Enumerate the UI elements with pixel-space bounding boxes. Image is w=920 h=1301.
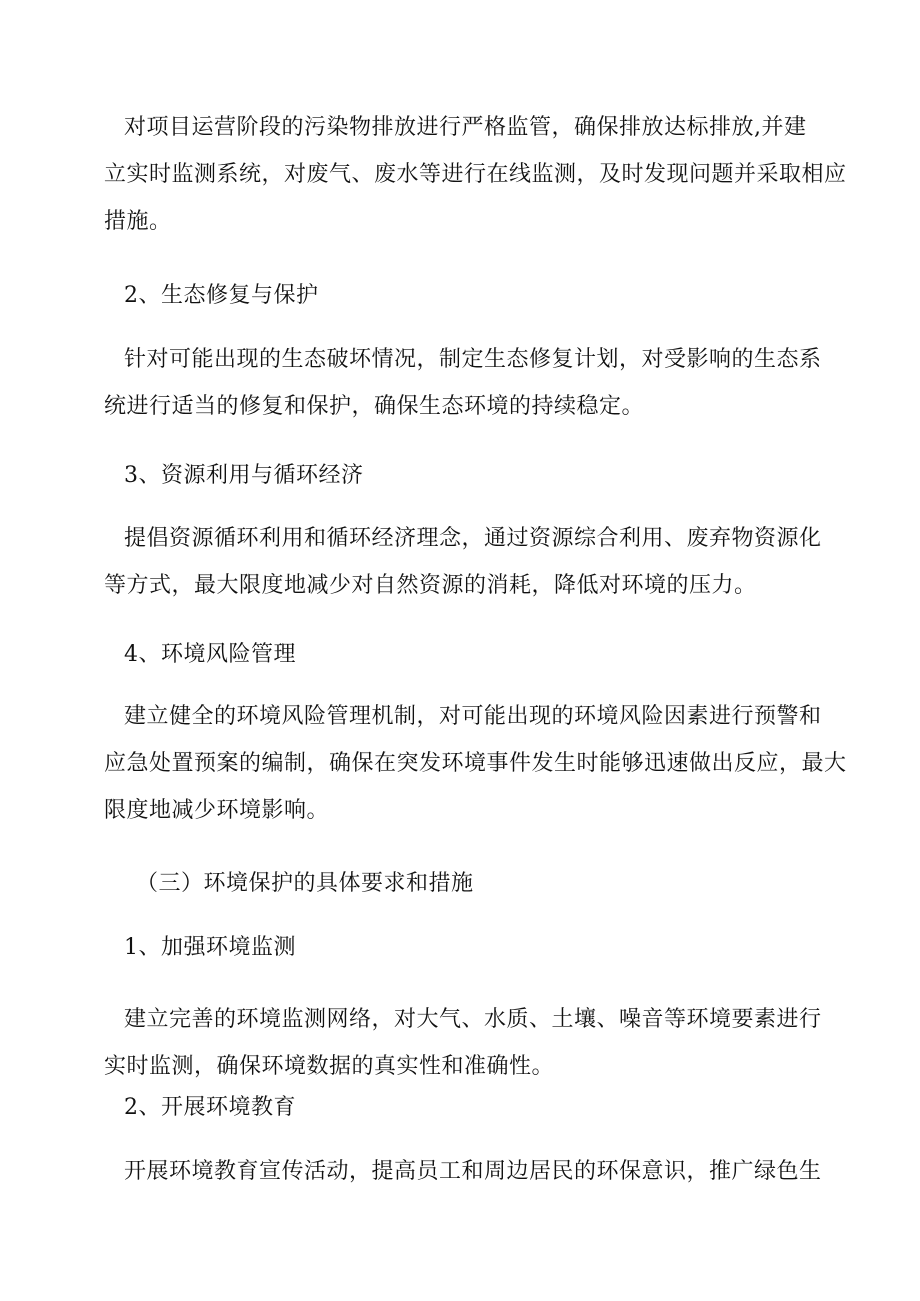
text-line: 等方式，最大限度地减少对自然资源的消耗，降低对环境的压力。 <box>104 573 757 598</box>
section-heading-3: （三）环境保护的具体要求和措施 <box>136 871 474 896</box>
text-line: 措施。 <box>104 209 172 234</box>
text-line: 实时监测，确保环境数据的真实性和准确性。 <box>104 1054 555 1079</box>
paragraph-resource-recycling <box>104 515 844 609</box>
text-line: 对项目运营阶段的污染物排放进行严格监管，确保排放达标排放,并建 <box>124 115 807 140</box>
paragraph-ecological-restoration <box>104 336 844 430</box>
text-line: 统进行适当的修复和保护，确保生态环境的持续稳定。 <box>104 394 645 419</box>
paragraph-risk-management <box>104 693 847 834</box>
text-line: 限度地减少环境影响。 <box>104 798 330 823</box>
heading-environmental-education: 2、开展环境教育 <box>124 1095 296 1120</box>
text-line: 建立完善的环境监测网络，对大气、水质、土壤、噪音等环境要素进行 <box>124 1007 822 1032</box>
text-line: 应急处置预案的编制，确保在突发环境事件发生时能够迅速做出反应，最大 <box>104 751 847 776</box>
heading-environmental-monitoring: 1、加强环境监测 <box>124 935 296 960</box>
paragraph-environmental-monitoring <box>104 996 844 1090</box>
text-line: 立实时监测系统，对废气、废水等进行在线监测，及时发现问题并采取相应 <box>104 162 847 187</box>
text-line: 开展环境教育宣传活动，提高员工和周边居民的环保意识，推广绿色生 <box>124 1159 822 1184</box>
heading-risk-management: 4、环境风险管理 <box>124 642 296 667</box>
heading-ecological-restoration: 2、生态修复与保护 <box>124 283 319 308</box>
text-line: 建立健全的环境风险管理机制，对可能出现的环境风险因素进行预警和 <box>124 704 822 729</box>
text-line: 提倡资源循环利用和循环经济理念，通过资源综合利用、废弃物资源化 <box>124 526 822 551</box>
paragraph-environmental-education <box>104 1148 844 1195</box>
paragraph-pollution-monitoring <box>104 104 847 245</box>
text-line: 针对可能出现的生态破坏情况，制定生态修复计划，对受影响的生态系 <box>124 347 822 372</box>
heading-resource-recycling: 3、资源利用与循环经济 <box>124 463 364 488</box>
